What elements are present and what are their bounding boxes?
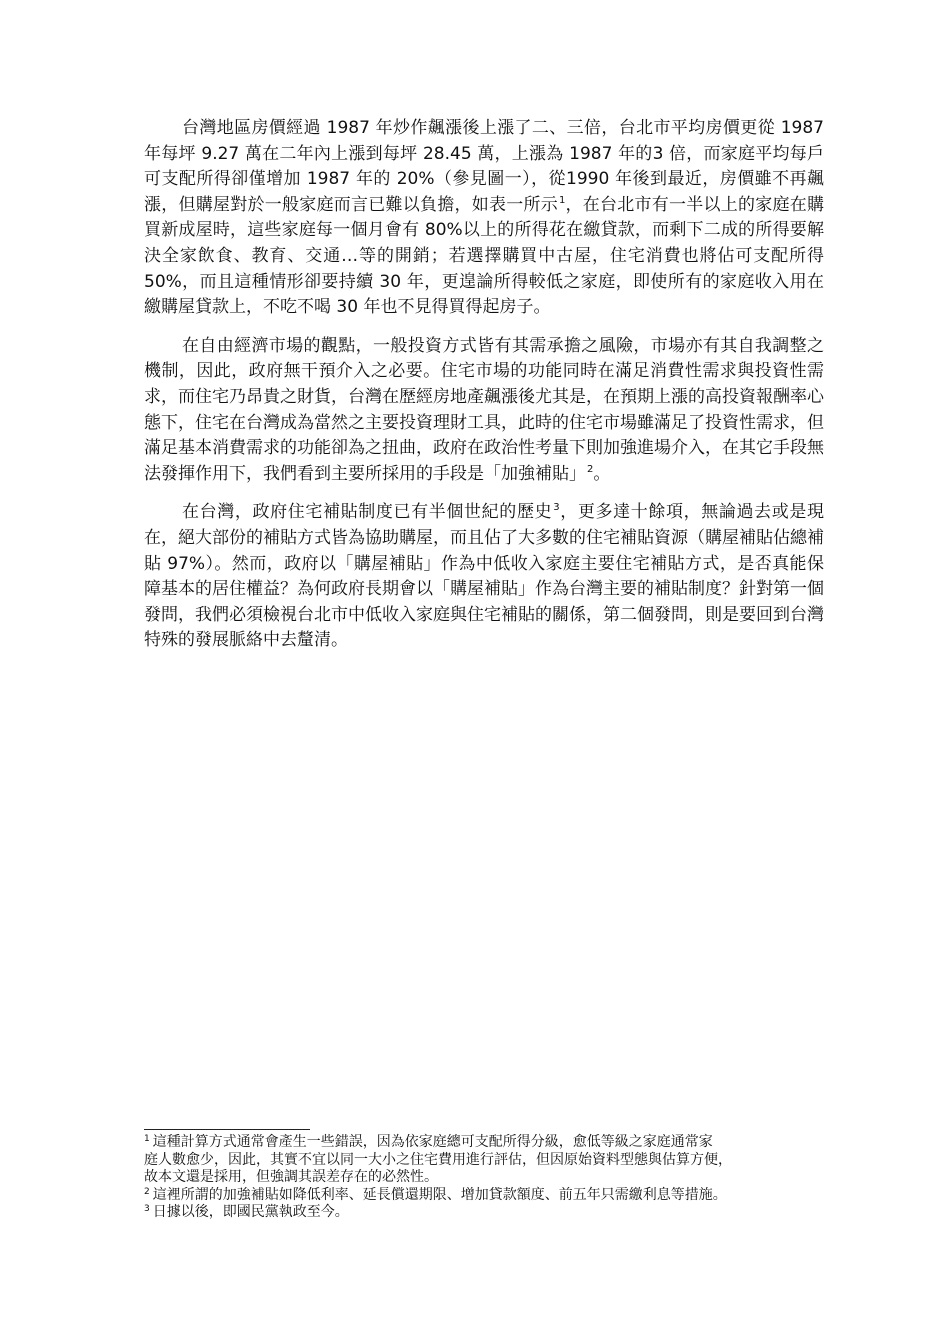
footnote-1	[144, 1134, 824, 1187]
footnotes	[144, 1134, 824, 1222]
paragraph-line: 交通…等的開銷；若選擇購買中古屋，住宅消費也將佔可支配所得 50%，而且	[144, 245, 825, 292]
paragraph-line: 會有 80%以上的所得花在繳貸款，而剩下二成的所得要解決全家飲食、教育、	[144, 220, 824, 266]
paragraph-line: 我們看到主要所採用的手段是「加強補貼」	[263, 463, 586, 484]
paragraph-line: 。	[593, 463, 611, 484]
footnote-mark: 2	[144, 1186, 150, 1197]
paragraph-free-market	[144, 334, 824, 488]
footnote-mark: 3	[144, 1204, 150, 1214]
paragraph-line: 其是，在預期上漲的高投資報酬率心態下，住宅在台灣成為當然之主要投資理	[144, 386, 824, 433]
footnote-reference-3: 3	[553, 502, 560, 514]
paragraph-line: 去或是現在，絕大部份的補貼方式皆為協助購屋，而且佔了大多數的住宅補貼	[144, 502, 825, 548]
paragraph-line: 3 倍，而家庭平均每戶可支配所得卻僅增加 1987 年的 20%（參見圖一），從	[144, 143, 824, 190]
paragraph-line: 1990 年後到最近，房價雖不再飆漲，但購屋對於一般家庭而言已難以負擔，	[144, 169, 825, 215]
footnote-3	[144, 1204, 824, 1222]
paragraph-line: 自我調整之機制，因此，政府無干預介入之必要。住宅市場的功能同時在滿足	[144, 335, 825, 382]
paragraph-line: 這種情形卻要持續 30 年，更遑論所得較低之家庭，即使所有的家庭收入用在	[234, 271, 824, 292]
paragraph-line: 屋補貼」作為台灣主要的補貼制度？針對第一個發問，我們必須檢視台北市中	[144, 579, 824, 625]
footnote-mark: 1	[144, 1134, 150, 1144]
footnote-reference-2: 2	[587, 463, 594, 475]
paragraph-line: 如表一所示	[471, 194, 558, 215]
paragraph-line: 在台灣，政府住宅補貼制度已有半個世紀的歷史	[182, 502, 553, 523]
paragraph-line: 更從 1987 年每坪 9.27 萬在二年內上漲到每坪 28.45 萬，上漲為 1987 年的	[144, 118, 824, 164]
paragraph-line: 財工具，此時的住宅市場雖滿足了投資性需求，但滿足基本消費需求的功能卻	[144, 412, 824, 459]
body-text	[144, 116, 824, 667]
paragraph-subsidy-history	[144, 500, 824, 654]
paragraph-line: 消費性需求與投資性需求，而住宅乃昂貴之財貨，台灣在歷經房地產飆漲後尤	[144, 361, 825, 407]
paragraph-line: 庭主要住宅補貼方式，是否真能保障基本的居住權益？為何政府長期會以「購	[144, 553, 824, 600]
footnote-reference-1: 1	[558, 194, 566, 206]
footnote-text: 這種計算方式通常會產生一些錯誤，因為依家庭總可支配所得分級，愈低等級之家庭通常家	[152, 1134, 713, 1150]
paragraph-line: 為之扭曲，政府在政治性考量下則加強進場介入，在其它手段無法發揮作用下，	[144, 438, 824, 484]
paragraph-line: 台灣地區房價經過 1987 年炒作飆漲後上漲了二、三倍，台北市平均房價	[182, 118, 741, 138]
paragraph-line: ，在台北市有一半以上的家庭在購買新成屋時，這些家庭每一個月	[144, 194, 825, 241]
paragraph-line: 繳購屋貸款上，不吃不喝 30 年也不見得買得起房子。	[144, 297, 551, 318]
footnote-text: 這裡所謂的加強補貼如降低利率、延長償還期限、增加貸款額度、前五年只需繳利息等措施。	[152, 1186, 727, 1203]
paragraph-line: 在自由經濟市場的觀點，一般投資方式皆有其需承擔之風險，市場亦有其	[182, 335, 738, 356]
paragraph-housing-prices	[144, 116, 824, 321]
footnote-text: 庭人數愈少，因此，其實不宜以同一大小之住宅費用進行評估，但因原始資料型態與估算方便，	[144, 1151, 732, 1168]
paragraph-line: 中去釐清。	[263, 630, 348, 651]
footnote-text: 故本文還是採用，但強調其誤差存在的必然性。	[144, 1169, 438, 1185]
paragraph-line: 資源（購屋補貼佔總補貼 97%）。然而，政府以「購屋補貼」作為中低收入家	[144, 527, 824, 574]
footnote-separator	[144, 1129, 310, 1130]
footnote-text: 日據以後，即國民黨執政至今。	[152, 1204, 349, 1220]
paragraph-line: ，更多達十餘項，無論過	[559, 502, 755, 523]
paragraph-line: 低收入家庭與住宅補貼的關係，第二個發問，則是要回到台灣特殊的發展脈絡	[144, 604, 824, 651]
footnote-2	[144, 1187, 824, 1205]
